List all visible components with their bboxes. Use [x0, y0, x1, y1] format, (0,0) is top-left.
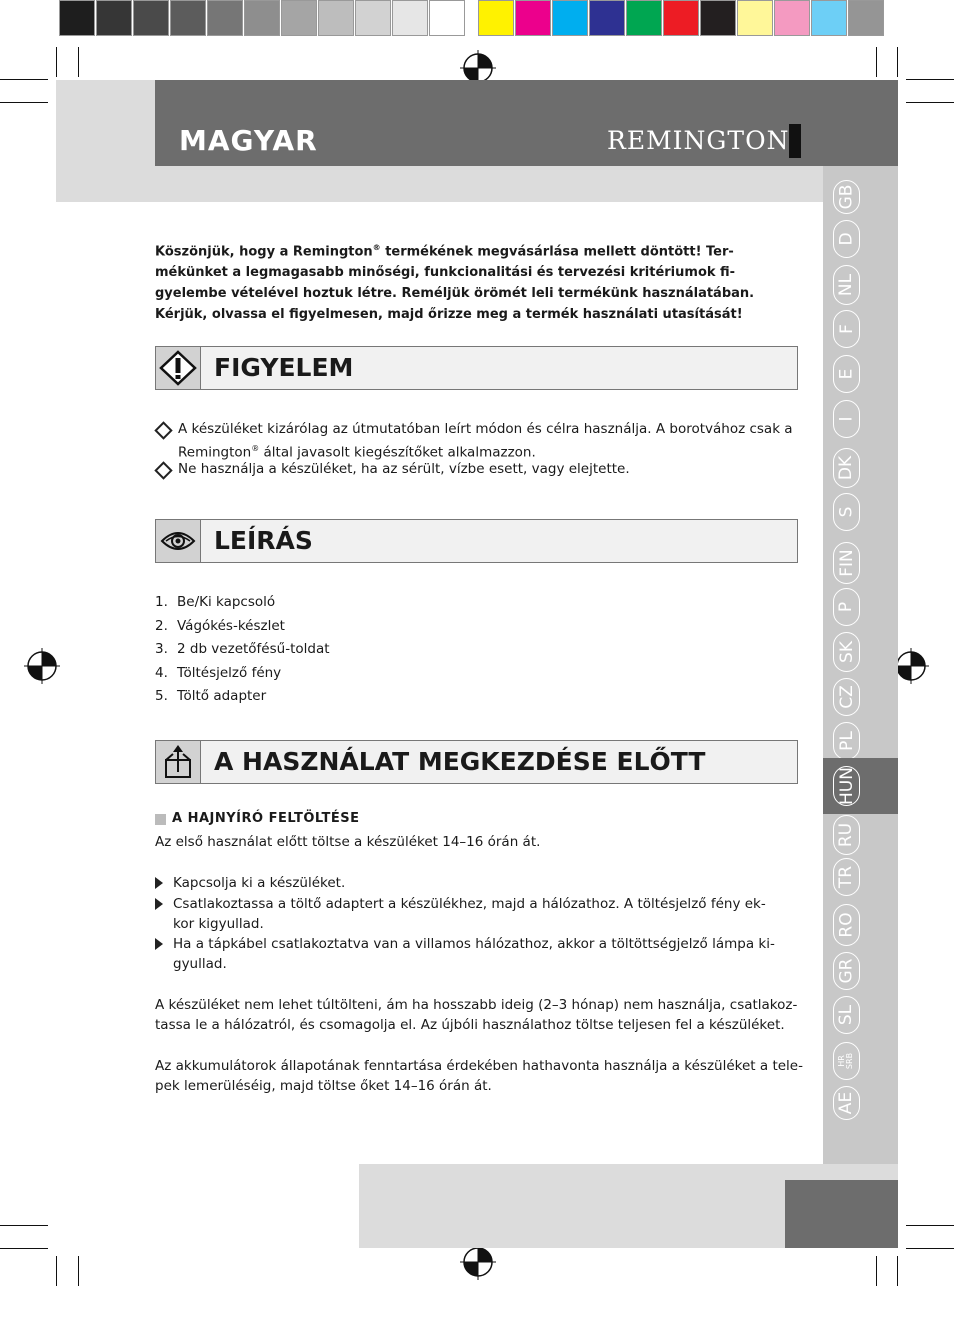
color-swatch [663, 0, 699, 36]
language-tab-label: P [836, 601, 857, 613]
crop-mark [906, 79, 954, 80]
language-tab-label: RU [836, 822, 857, 848]
language-tab-label: E [836, 368, 857, 380]
list-item-number: 4. [155, 664, 168, 681]
color-calibration-bar [59, 0, 885, 38]
language-tab-gr[interactable] [833, 952, 860, 990]
language-tab-f[interactable] [833, 310, 860, 348]
language-tab-ru[interactable] [833, 815, 860, 855]
paragraph: A készüléket nem lehet túltölteni, ám ha hosszabb ideig (2–3 hónap) nem használja, csatlakoz- tassa le a hálózatról, és csomagolja el. Az újbóli használathoz töltse teljesen fel a készüléket. [155, 997, 798, 1033]
section-title: LEÍRÁS [214, 526, 313, 555]
language-sidebar [823, 166, 898, 1165]
list-item-number: 5. [155, 688, 168, 704]
gray-swatch [429, 0, 465, 36]
language-tab-label: F [836, 324, 857, 334]
language-tab-sl[interactable] [833, 996, 860, 1034]
registration-mark-icon [24, 648, 60, 684]
list-item: Vágókés-készlet [177, 617, 285, 634]
section-description [155, 519, 798, 563]
gray-swatch [392, 0, 428, 36]
language-tab-label: TR [836, 865, 857, 889]
language-tab-label: AE [836, 1091, 857, 1115]
arrow-bullet-icon [155, 898, 163, 910]
section-before-use [155, 740, 798, 784]
charging-intro: Az első használat előtt töltse a készüléket 14–16 órán át. [155, 834, 541, 850]
language-tab-e[interactable] [833, 355, 860, 393]
color-swatch [848, 0, 884, 36]
crop-mark [876, 1256, 877, 1286]
language-tab-label: RO [836, 912, 857, 938]
language-tab-hr-srb[interactable] [833, 1042, 860, 1080]
language-tab-label: GR [836, 958, 857, 984]
gray-swatch [281, 0, 317, 36]
paragraph: Az akkumulátorok állapotának fenntartása érdekében hathavonta használja a készüléket a tele- pek lemerüléséig, majd töltse őket 14–16 órán át. [155, 1058, 803, 1094]
gray-swatch [355, 0, 391, 36]
crop-mark [876, 47, 877, 77]
diamond-bullet-icon [154, 421, 172, 439]
list-item: 2 db vezetőfésű-toldat [177, 641, 330, 657]
list-item: Be/Ki kapcsoló [177, 594, 276, 610]
list-item-number: 3. [155, 641, 168, 657]
section-title: FIGYELEM [214, 353, 354, 382]
section-title: A HASZNÁLAT MEGKEZDÉSE ELŐTT [214, 747, 706, 776]
language-tab-ro[interactable] [833, 904, 860, 946]
language-tab-hun[interactable] [833, 766, 860, 806]
crop-mark [897, 47, 898, 77]
color-swatch [552, 0, 588, 36]
gray-swatch [244, 0, 280, 36]
crop-mark [78, 47, 79, 77]
color-swatch [589, 0, 625, 36]
list-item-number: 2. [155, 617, 168, 634]
language-tab-nl[interactable] [833, 265, 860, 305]
language-tab-sk[interactable] [833, 632, 860, 672]
crop-mark [906, 102, 954, 103]
crop-mark [0, 1248, 48, 1249]
language-tab-label: I [836, 416, 857, 422]
intro-text: Köszönjük, hogy a Remington® termékének megvásárlása mellett döntött! Ter- mékünket a legmagasabb minőségi, funkcionalitási és tervezési kritériumok fi- gyelembe vételével hoztuk létre. Reméljük örömét leli termékünk használatában. Kérjük, olvassa el figyelmesen, majd őrizze meg a termék használati utasítását! [155, 243, 755, 323]
arrow-bullet-icon [155, 938, 163, 950]
crop-mark [906, 1248, 954, 1249]
box-arrow-icon [161, 744, 195, 780]
language-tab-label: NL [836, 273, 857, 297]
exclamation-icon [159, 350, 197, 386]
crop-mark [0, 79, 48, 80]
registration-mark-icon [893, 648, 929, 684]
language-tab-label: SK [836, 641, 857, 663]
color-swatch [737, 0, 773, 36]
crop-mark [56, 47, 57, 77]
language-tab-p[interactable] [833, 588, 860, 626]
language-tab-pl[interactable] [833, 722, 860, 760]
language-tab-label: DK [836, 455, 857, 481]
language-tab-ae[interactable] [833, 1086, 860, 1120]
language-tab-label: PL [836, 731, 857, 751]
language-tab-d[interactable] [833, 220, 860, 258]
warning-item: A készüléket kizárólag az útmutatóban leírt módon és célra használja. A borotvához csak a Remington® által javasolt kiegészítőket alkalmazzon. [178, 421, 793, 461]
crop-mark [906, 1225, 954, 1226]
language-tab-label: SL [836, 1004, 857, 1026]
logo-bar [789, 124, 801, 158]
brand-logo: REMINGTON [607, 126, 790, 155]
crop-mark [897, 1256, 898, 1286]
crop-mark [0, 1225, 48, 1226]
language-tab-label: S [836, 506, 857, 518]
language-tab-label: HR SRB [837, 1052, 855, 1070]
page-header [155, 80, 898, 166]
gray-swatch [170, 0, 206, 36]
language-tab-s[interactable] [833, 493, 860, 531]
warning-item: Ne használja a készüléket, ha az sérült, vízbe esett, vagy elejtette. [178, 461, 630, 477]
language-tab-i[interactable] [833, 400, 860, 438]
color-swatch [478, 0, 514, 36]
language-tab-dk[interactable] [833, 448, 860, 488]
footer-accent-block [785, 1180, 898, 1248]
gray-swatch [96, 0, 132, 36]
language-tab-label: CZ [836, 685, 857, 709]
language-tab-tr[interactable] [833, 858, 860, 896]
color-swatch [626, 0, 662, 36]
list-item-number: 1. [155, 594, 168, 610]
language-tab-gb[interactable] [833, 180, 860, 214]
language-tab-fin[interactable] [833, 542, 860, 584]
registration-mark-icon [460, 1244, 496, 1280]
list-item: Töltésjelző fény [177, 664, 282, 681]
language-tab-cz[interactable] [833, 678, 860, 716]
crop-mark [0, 102, 48, 103]
language-tab-label: GB [836, 184, 857, 210]
language-tab-label: D [836, 232, 857, 246]
gray-swatch [133, 0, 169, 36]
color-swatch [515, 0, 551, 36]
gray-swatch [207, 0, 243, 36]
page-title: MAGYAR [179, 124, 318, 157]
gray-swatch [318, 0, 354, 36]
section-warning [155, 346, 798, 390]
gray-swatch [59, 0, 95, 36]
color-swatch [811, 0, 847, 36]
step-item: Kapcsolja ki a készüléket. [173, 875, 346, 891]
subsection-heading: A HAJNYÍRÓ FELTÖLTÉSE [172, 811, 360, 826]
list-item: Töltő adapter [177, 688, 267, 704]
color-swatch [700, 0, 736, 36]
color-swatch [774, 0, 810, 36]
language-tab-label: HUN [836, 767, 857, 805]
eye-icon [160, 529, 196, 553]
diamond-bullet-icon [154, 461, 172, 479]
crop-mark [56, 1256, 57, 1286]
step-item: Ha a tápkábel csatlakoztatva van a villamos hálózathoz, akkor a töltöttségjelző lámpa ki- gyullad. [173, 936, 775, 972]
language-tab-label: FIN [836, 549, 857, 577]
step-item: Csatlakoztassa a töltő adaptert a készülékhez, majd a hálózathoz. A töltésjelző fény ek- kor kigyullad. [173, 896, 766, 932]
square-bullet-icon [155, 814, 166, 825]
arrow-bullet-icon [155, 877, 163, 889]
crop-mark [78, 1256, 79, 1286]
